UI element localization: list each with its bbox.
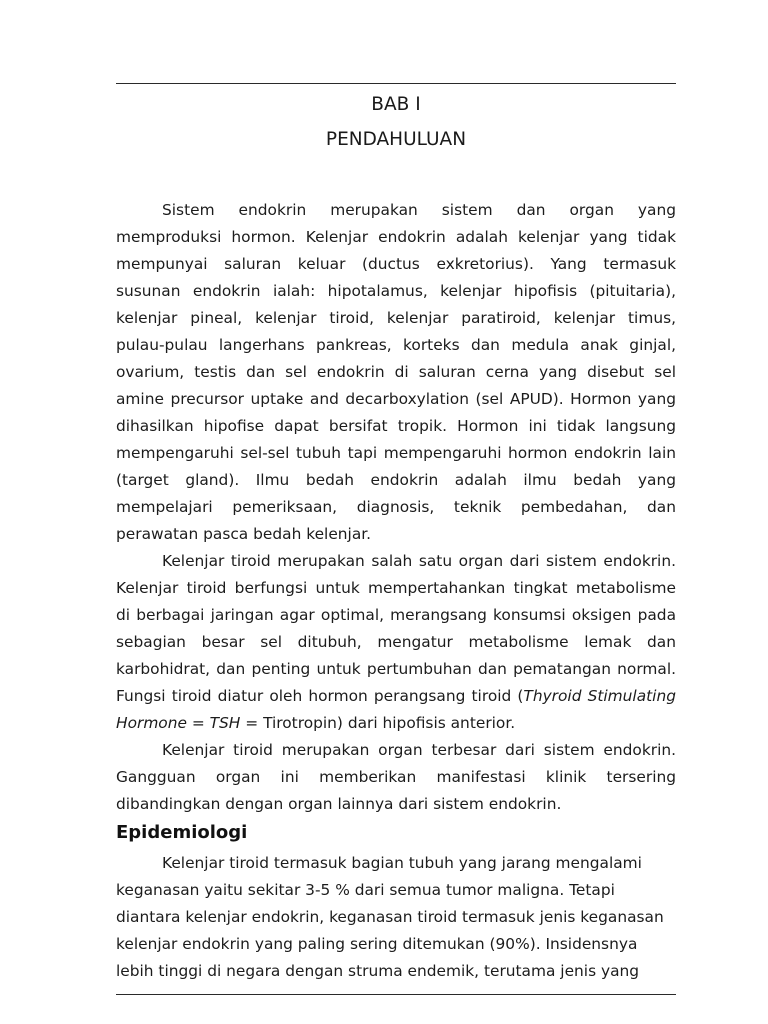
bottom-rule bbox=[116, 994, 676, 995]
text-line: susunan endokrin ialah: hipotalamus, kelenjar hipofisis (pituitaria), bbox=[116, 281, 676, 300]
text-line: memproduksi hormon. Kelenjar endokrin adalah kelenjar yang tidak bbox=[116, 227, 676, 246]
text-line bbox=[116, 710, 676, 737]
text-line: Sistem endokrin merupakan sistem dan organ yang bbox=[162, 200, 676, 219]
text-line: ovarium, testis dan sel endokrin di saluran cerna yang disebut sel bbox=[116, 362, 676, 381]
text-line: dihasilkan hipofise dapat bersifat tropik. Hormon ini tidak langsung bbox=[116, 416, 676, 435]
chapter-label: BAB I bbox=[371, 94, 421, 115]
italic-text: Hormone bbox=[116, 713, 187, 732]
text-span: = bbox=[186, 713, 210, 732]
text-line: mempengaruhi sel-sel tubuh tapi mempengaruhi hormon endokrin lain bbox=[116, 443, 676, 462]
text-line: amine precursor uptake and decarboxylation (sel APUD). Hormon yang bbox=[116, 389, 676, 408]
intro-text bbox=[116, 197, 676, 818]
text-line: di berbagai jaringan agar optimal, merangsang konsumsi oksigen pada bbox=[116, 605, 676, 624]
text-line: pulau-pulau langerhans pankreas, korteks dan medula anak ginjal, bbox=[116, 335, 676, 354]
text-line: Kelenjar tiroid berfungsi untuk mempertahankan tingkat metabolisme bbox=[116, 578, 676, 597]
text-span: = Tirotropin) dari hipofisis anterior. bbox=[240, 713, 516, 732]
text-line: dibandingkan dengan organ lainnya dari sistem endokrin. bbox=[116, 794, 562, 813]
text-line: Kelenjar tiroid termasuk bagian tubuh yang jarang mengalami bbox=[162, 853, 642, 872]
section-heading: Epidemiologi bbox=[116, 822, 248, 843]
text-line: mempunyai saluran keluar (ductus exkretorius). Yang termasuk bbox=[116, 254, 676, 273]
text-span: Fungsi tiroid diatur oleh hormon perangsang tiroid ( bbox=[116, 686, 524, 705]
text-line: (target gland). Ilmu bedah endokrin adalah ilmu bedah yang bbox=[116, 470, 676, 489]
text-line: mempelajari pemeriksaan, diagnosis, teknik pembedahan, dan bbox=[116, 497, 676, 516]
text-line: Kelenjar tiroid merupakan organ terbesar dari sistem endokrin. bbox=[162, 740, 676, 759]
text-line: kelenjar pineal, kelenjar tiroid, kelenjar paratiroid, kelenjar timus, bbox=[116, 308, 676, 327]
paragraph-epidemiology bbox=[116, 850, 676, 985]
top-rule bbox=[116, 83, 676, 84]
epidemiology-text bbox=[116, 850, 676, 985]
paragraph-endocrine-system bbox=[116, 197, 676, 548]
paragraph-thyroid-function bbox=[116, 548, 676, 737]
text-line: diantara kelenjar endokrin, keganasan tiroid termasuk jenis keganasan bbox=[116, 907, 664, 926]
text-line: Gangguan organ ini memberikan manifestasi klinik tersering bbox=[116, 767, 676, 786]
paragraph-thyroid-disorders bbox=[116, 737, 676, 818]
text-line: keganasan yaitu sekitar 3-5 % dari semua tumor maligna. Tetapi bbox=[116, 880, 615, 899]
italic-text: Thyroid Stimulating bbox=[523, 686, 676, 705]
chapter-title: PENDAHULUAN bbox=[325, 129, 467, 150]
text-line: kelenjar endokrin yang paling sering ditemukan (90%). Insidensnya bbox=[116, 934, 638, 953]
text-line bbox=[116, 683, 676, 710]
italic-text: TSH bbox=[209, 713, 241, 732]
text-line: sebagian besar sel ditubuh, mengatur metabolisme lemak dan bbox=[116, 632, 676, 651]
text-line: Kelenjar tiroid merupakan salah satu organ dari sistem endokrin. bbox=[162, 551, 676, 570]
text-line: perawatan pasca bedah kelenjar. bbox=[116, 524, 372, 543]
text-line: lebih tinggi di negara dengan struma endemik, terutama jenis yang bbox=[116, 961, 640, 980]
text-line: karbohidrat, dan penting untuk pertumbuhan dan pematangan normal. bbox=[116, 659, 676, 678]
